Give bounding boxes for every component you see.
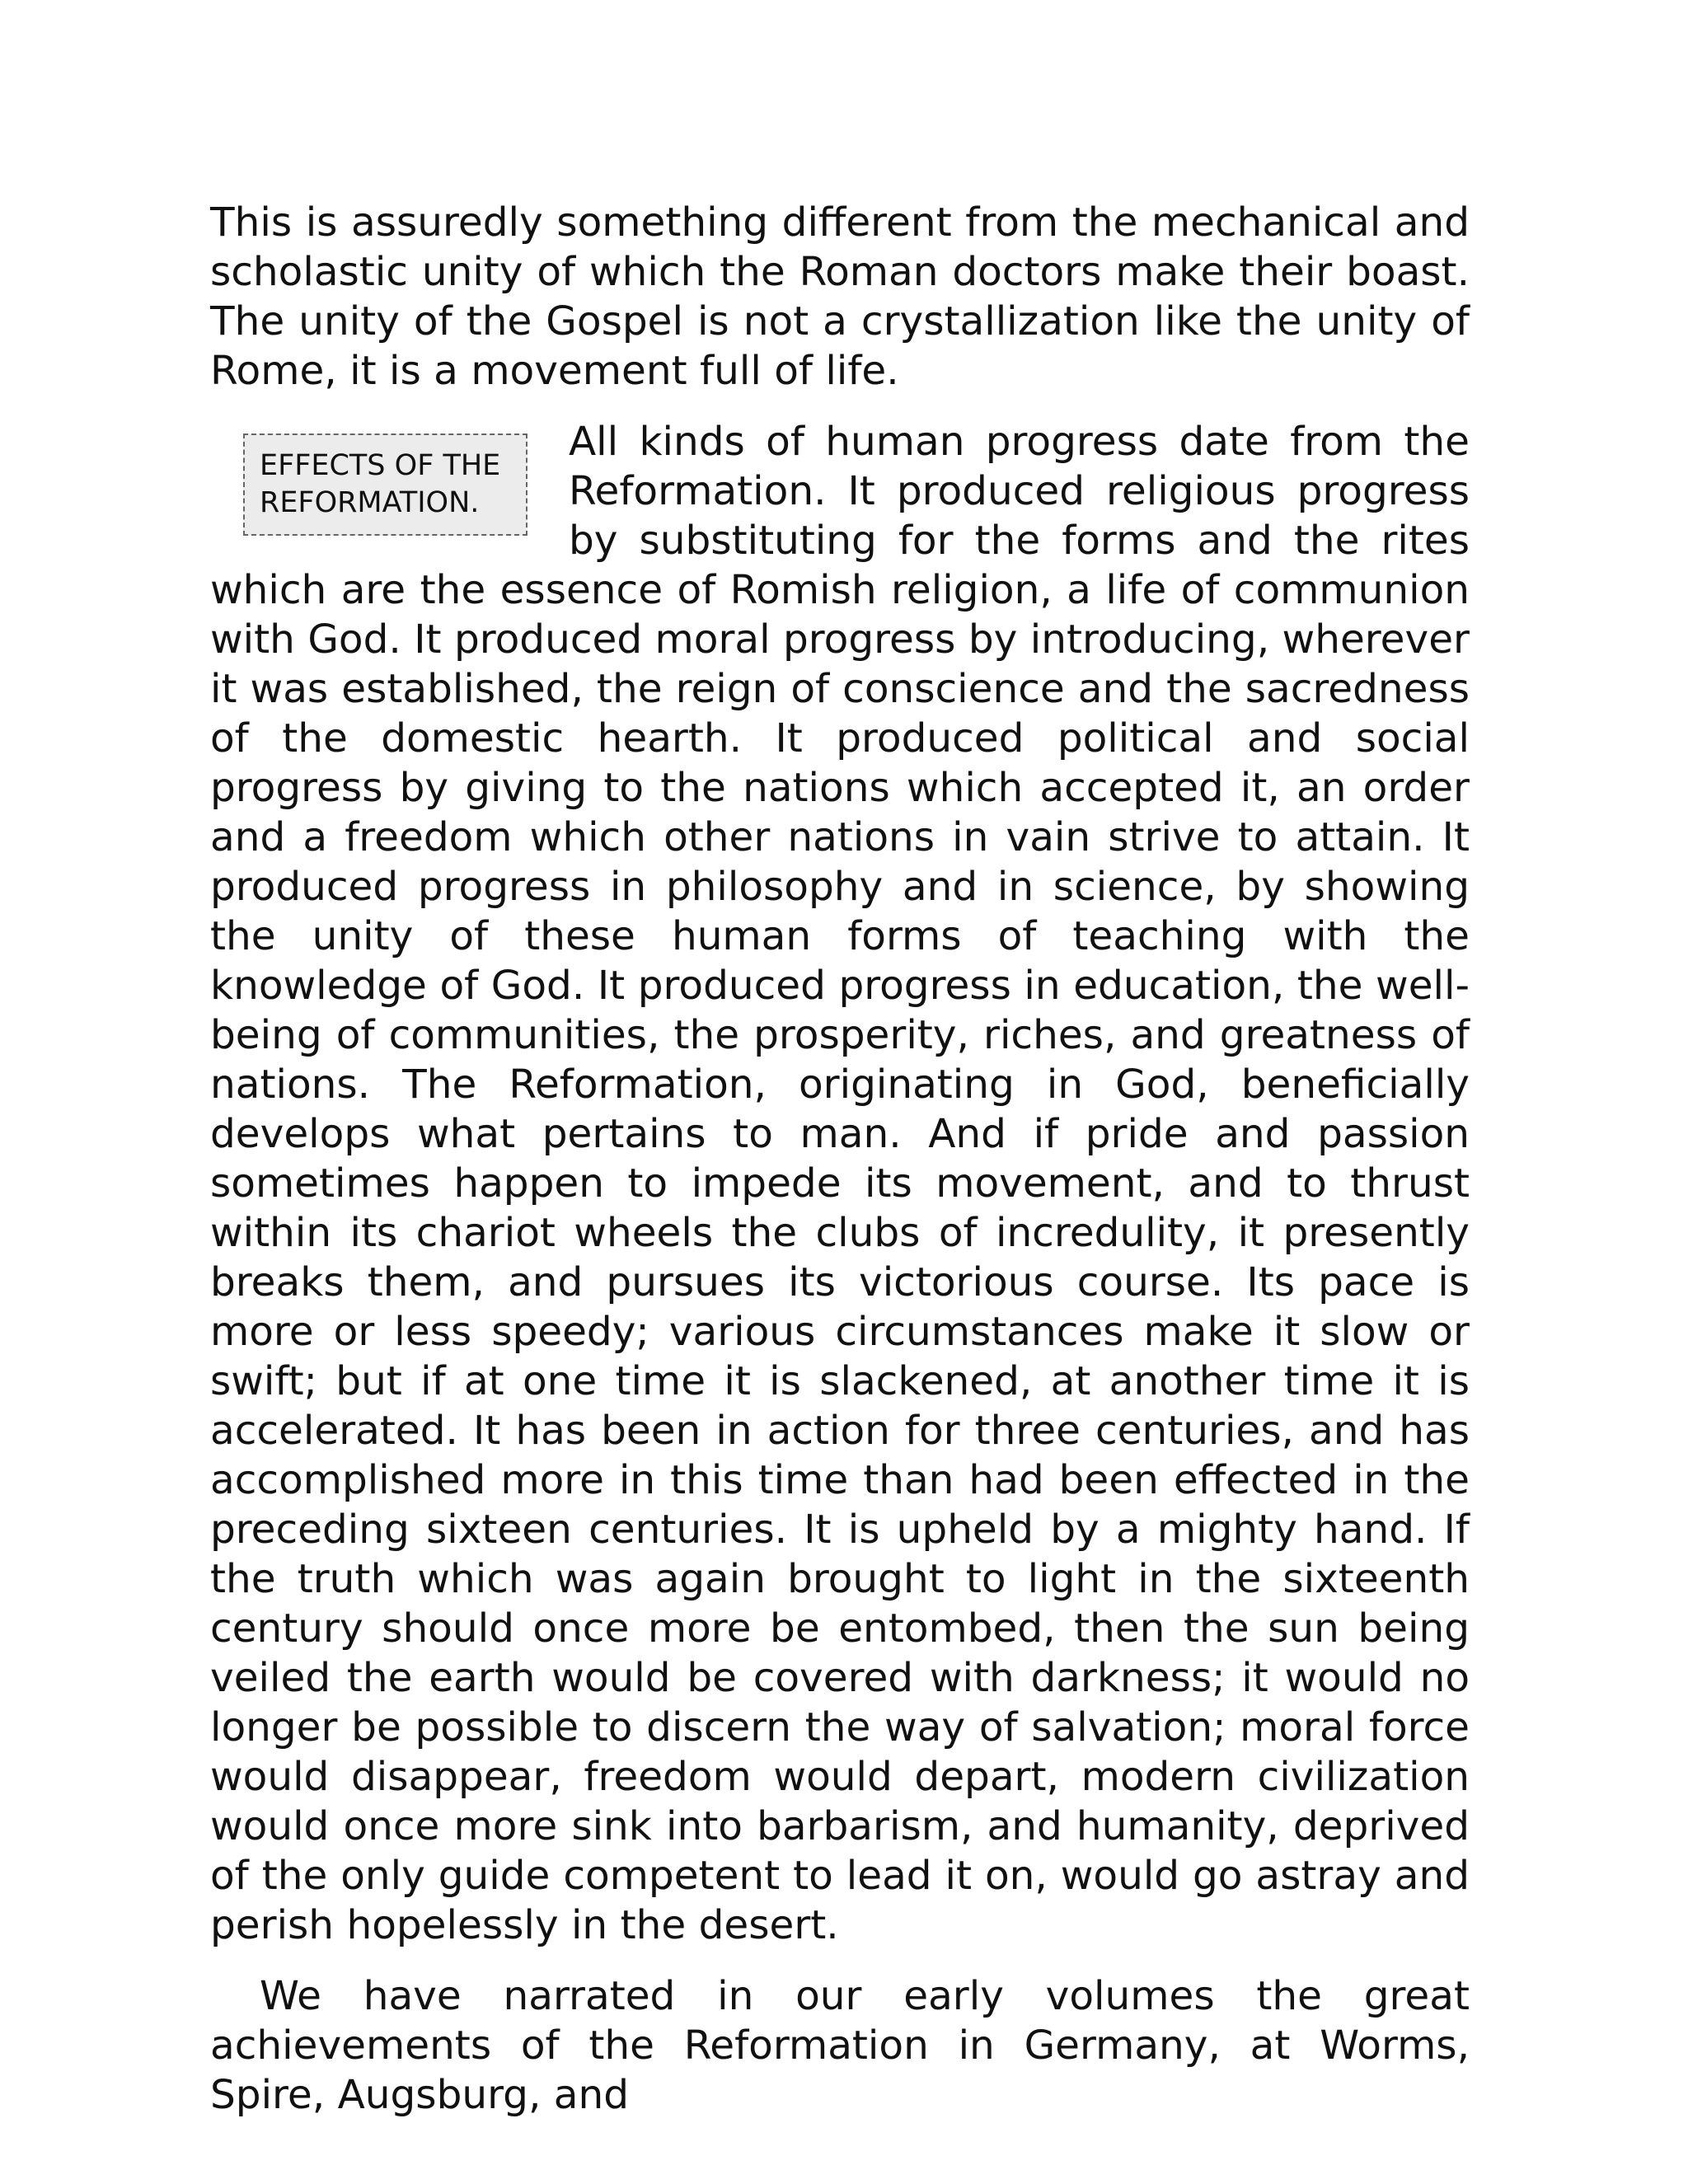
margin-sidenote: EFFECTS OF THE REFORMATION. — [243, 434, 528, 536]
paragraph-2-block — [210, 417, 1470, 1950]
paragraph-1: This is assuredly something different from the mechanical and scholastic unity of which the Roman doctors make their boast. The unity of the Gospel is not a crystallization like the unity of Rome, it is a movement full of life. — [210, 199, 1470, 394]
paragraph-2: All kinds of human progress date from the Reformation. It produced religious progress by substituting for the forms and the rites which are the essence of Romish religion, a life of communion with God. It produced moral progress by introducing, wherever it was established, the reign of conscience and the sacredness of the domestic hearth. It produced political and social progress by giving to the nations which accepted it, an order and a freedom which other nations in vain strive to attain. It produced progress in philosophy and in science, by showing the unity of these human forms of teaching with the knowledge of God. It produced progress in education, the well-being of communities, the prosperity, riches, and greatness of nations. The Reformation, originating in God, beneficially develops what pertains to man. And if pride and passion sometimes happen to impede its movement, and to thrust within its chariot wheels the clubs of incredulity, it presently breaks them, and pursues its victorious course. Its pace is more or less speedy; various circumstances make it slow or swift; but if at one time it is slackened, at another time it is accelerated. It has been in action for three centuries, and has accomplished more in this time than had been effected in the preceding sixteen centuries. It is upheld by a mighty hand. If the truth which was again brought to light in the sixteenth century should once more be entombed, then the sun being veiled the earth would be covered with darkness; it would no longer be possible to discern the way of salvation; moral force would disappear, freedom would depart, modern civilization would once more sink into barbarism, and humanity, deprived of the only guide competent to lead it on, would go astray and perish hopelessly in the desert. — [210, 419, 1470, 1948]
document-page — [210, 198, 1470, 2120]
paragraph-3: We have narrated in our early volumes the great achievements of the Reformation in Germany, at Worms, Spire, Augsburg, and — [210, 1973, 1470, 2118]
